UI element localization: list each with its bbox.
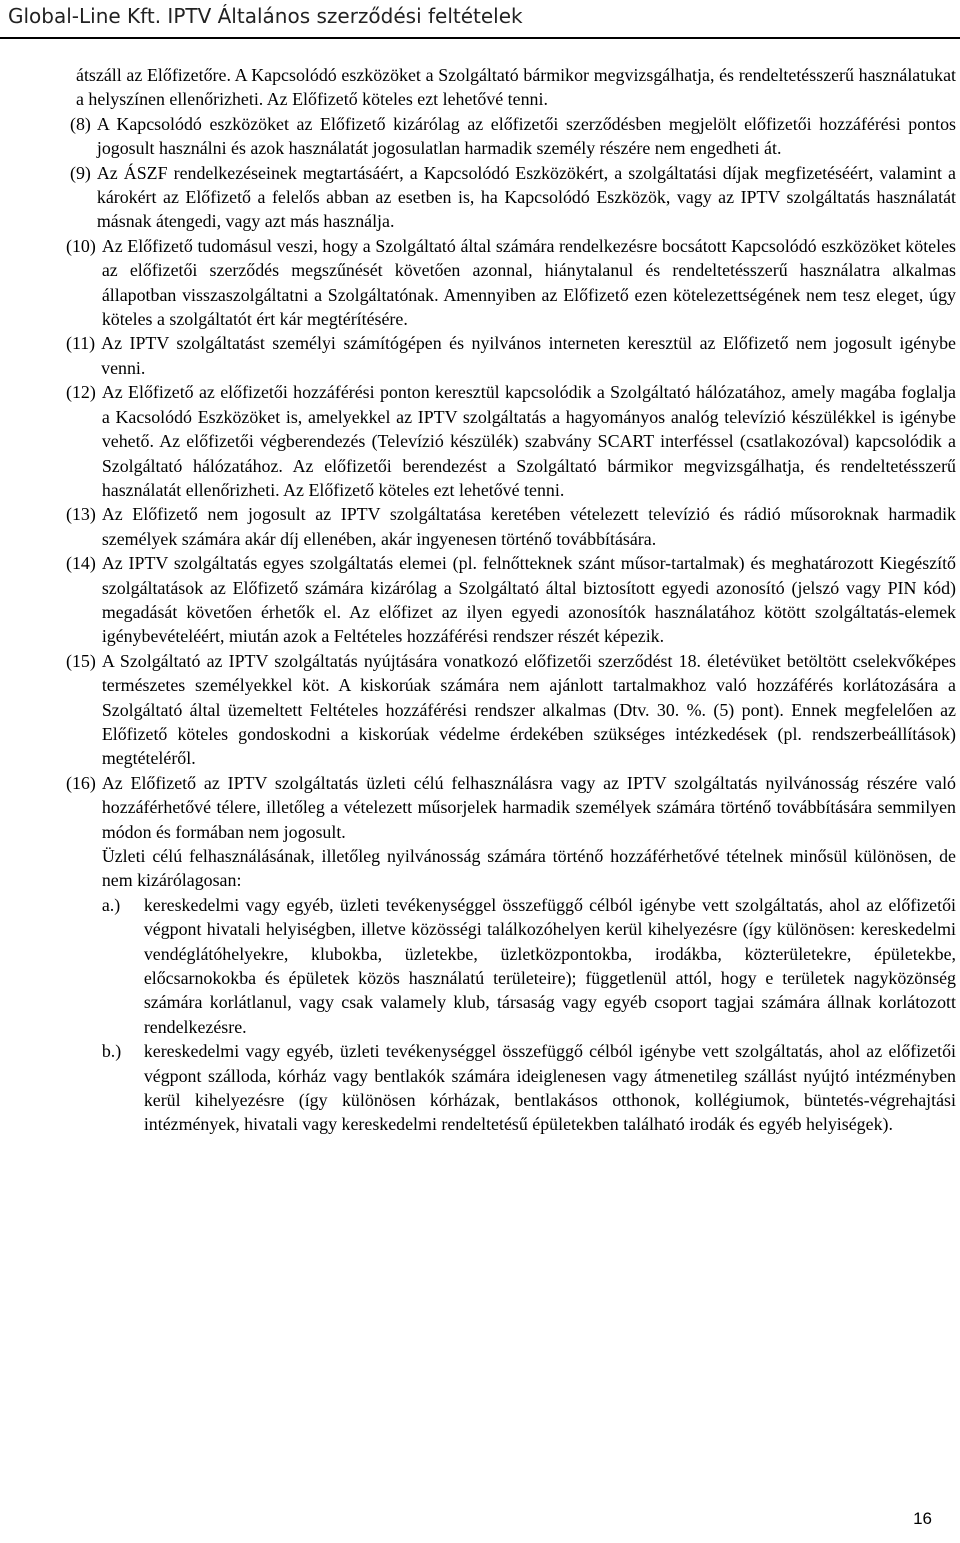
paragraph-10: [66, 234, 956, 332]
page-number: 16: [913, 1509, 932, 1528]
paragraph-11: [66, 331, 956, 380]
paragraph-8: [70, 112, 956, 161]
paragraph-text: Az IPTV szolgáltatás egyes szolgáltatás elemei (pl. felnőtteknek szánt műsor-tartalmak) és meghatározott Kiegészítő szolgáltatások az Előfizető számára kizárólag a Szolgáltató által biztosított egyedi azonosító (jelszó vagy PIN kód) megadását követően érhetők el. Az előfizet az ilyen egyedi azonosítók használatához kötött szolgáltatás-elemek igénybevételéért, miután azok a Feltételes hozzáférési rendszer részét képezik.: [101, 553, 956, 647]
paragraph-12: [66, 380, 956, 502]
paragraph-number: (12): [66, 382, 96, 403]
paragraph-number: (13): [66, 504, 96, 525]
list-item-label: b.): [101, 1041, 122, 1062]
list-item-text: kereskedelmi vagy egyéb, üzleti tevékenységgel összefüggő célból igénybe vett szolgáltatás, ahol az előfizetői végpont szálloda, kórház vagy bentlakók számára ideiglenesen vagy átmenetileg szállást nyújtó intézményben kerül kihelyezésre (így különösen kórházak, bentlakásos otthonok, kollégiumok, büntetés-végrehajtási intézmények, hivatali vagy kereskedelmi rendeltetésű épületekben található irodák és egyéb helyiségek).: [143, 1041, 956, 1135]
paragraph-text: A Szolgáltató az IPTV szolgáltatás nyújtására vonatkozó előfizetői szerződést 18. életévüket betöltött cselekvőképes természetes személyekkel köt. A kiskorúak számára nem ajánlott tartalmakhoz való hozzáférés korlátozására a Szolgáltató által üzemeltett Feltételes hozzáférési rendszer alkalmas (Dtv. 30. %. (5) pont). Ennek megfelelően az Előfizető köteles gondoskodni a kiskorúak védelme érdekében szükséges intézkedések (pl. rendszerbeállítások) megtételéről.: [101, 650, 956, 769]
paragraph-text: Az Előfizető az IPTV szolgáltatás üzleti célú felhasználásra vagy az IPTV szolgáltatás nyilvánosság részére való hozzáférhetővé télere, illetőleg a vételezett műsorjelek harmadik személyek számára történő továbbítására semmilyen módon és formában nem jogosult.: [101, 772, 956, 842]
paragraph-16: [66, 771, 956, 1137]
paragraph-number: (10): [66, 235, 96, 256]
paragraph-text: Az Előfizető tudomásul veszi, hogy a Szolgáltató által számára rendelkezésre bocsátott Kapcsolódó eszközöket köteles az előfizetői szerződés megszűnését követően azonnal, hiánytalanul és rendeltetésszerű használatra alkalmas állapotban visszaszolgáltatni a Szolgáltatónak. Amennyiben az Előfizető ezen kötelezettségének nem tesz eleget, úgy köteles a szolgáltatót ért kár megtérítésére.: [101, 235, 956, 330]
header-divider: [0, 37, 960, 39]
paragraph-text: Az Előfizető az előfizetői hozzáférési ponton keresztül kapcsolódik a Szolgáltató hálózatához, amely magába foglalja a Kacsolódó Eszközöket is, amelyekkel az IPTV szolgáltatás a hagyományos analóg televízió készülékkel is igénybe vehető. Az előfizetői végberendezés (Televízió készülék) szabvány SCART interféssel (csatlakozóval) kapcsolódik a Szolgáltató hálózatához. Az előfizetői berendezést a Szolgáltató bármikor megvizsgálhatja, és rendeltetésszerű használatát ellenőrizheti. Az Előfizető köteles ezt lehetővé tenni.: [101, 382, 956, 500]
paragraph-text: Az IPTV szolgáltatást személyi számítógépen és nyilvános interneten keresztül az Előfizető nem jogosult igénybe venni.: [101, 333, 956, 378]
paragraph-continuation: Üzleti célú felhasználásának, illetőleg nyilvánosság számára történő hozzáférhetővé tételnek minősül különösen, de nem kizárólagosan:: [101, 846, 956, 891]
paragraph-9: [70, 161, 956, 234]
paragraph-number: (16): [66, 772, 96, 793]
paragraph-13: [66, 502, 956, 551]
paragraph-text: A Kapcsolódó eszközöket az Előfizető kizárólag az előfizetői szerződésben megjelölt előfizetői hozzáférési pontos jogosult használni és azok használatát jogosulatlan harmadik személy részére nem engedheti át.: [96, 113, 956, 159]
document-header: [0, 0, 960, 36]
paragraph-14: [66, 551, 956, 649]
paragraph-number: (14): [66, 553, 96, 574]
paragraph-number: (9): [70, 162, 91, 183]
paragraph-text: Az Előfizető nem jogosult az IPTV szolgáltatása keretében vételezett televízió és rádió műsoroknak harmadik személyek számára akár díj ellenében, akár ingyenesen történő továbbítására.: [101, 504, 956, 549]
paragraph-text: Az ÁSZF rendelkezéseinek megtartásáért, a Kapcsolódó Eszközökért, a szolgáltatási díjak megfizetéséért, valamint a károkért az Előfizető a felelős abban az esetben is, ha Kapcsolódó Eszközök, vagy az IPTV szolgáltatás használatát másnak átengedi, vagy azt más használja.: [96, 162, 956, 232]
document-title: Global-Line Kft. IPTV Általános szerződési feltételek: [8, 4, 523, 28]
paragraph-number: (8): [70, 113, 91, 134]
paragraph-15: [66, 649, 956, 771]
paragraph-body: [102, 771, 956, 1137]
list-item-b: [102, 1039, 956, 1137]
list-item-a: [102, 893, 956, 1039]
list-item-label: a.): [101, 894, 121, 915]
list-item-text: kereskedelmi vagy egyéb, üzleti tevékenységgel összefüggő célból igénybe vett szolgáltatás, ahol az előfizetői végpont hivatali helyiségben, illetve közösségi találkozóhelyen kerül kihelyezésre (így különösen: kereskedelmi vendéglátóhelyekre, klubokba, üzletekbe, üzletközpontokba, irodákba, közterületekre, épületekbe, előcsarnokokba és épületek közös használatú területeire); függetlenül attól, hogy e területek nagyközönség számára korlátlanul, vagy csak valamely klub, társaság vagy egyéb csoport tagjai számára állnak korlátozott rendelkezésre.: [143, 894, 956, 1037]
intro-paragraph: átszáll az Előfizetőre. A Kapcsolódó eszközöket a Szolgáltató bármikor megvizsgálhatja, és rendeltetésszerű használatukat a helyszínen ellenőrizheti. Az Előfizető köteles ezt lehetővé tenni.: [76, 65, 956, 110]
paragraph-number: (15): [66, 650, 96, 671]
document-body: [66, 63, 956, 1137]
paragraph-number: (11): [66, 333, 96, 354]
